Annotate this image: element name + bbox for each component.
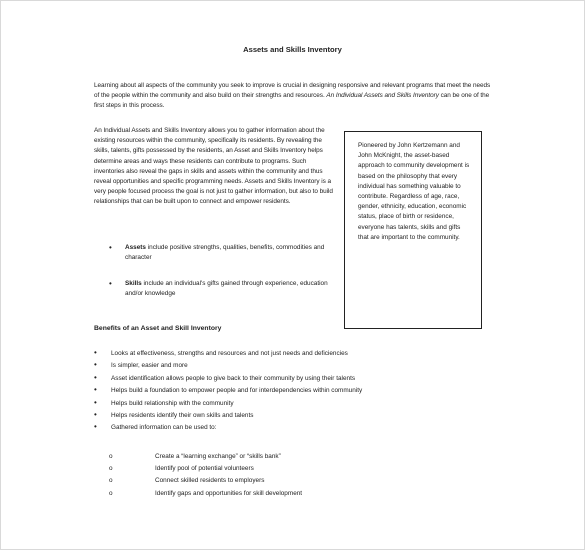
intro-tail-text: can be one of the first steps in this process.: [94, 92, 490, 110]
bullet-icon: •: [94, 348, 97, 357]
bullet-icon: •: [94, 397, 97, 407]
bullet-icon: •: [94, 372, 97, 382]
definition-text: include positive strengths, qualities, benefits, commodities and character: [125, 244, 325, 262]
list-item: • Helps residents identify their own skills and talents: [94, 409, 254, 419]
intro-text: Learning about all aspects of the community you seek to improve is crucial in designing responsive and relevant programs that meet the needs of the people within the community and also build on their strengths and resources.: [94, 82, 491, 100]
bullet-icon: •: [94, 385, 97, 395]
list-item: • Asset identification allows people to give back to their community by using their talents: [94, 372, 356, 382]
intro-italic-text: An Individual Assets and Skills Inventory: [326, 92, 439, 100]
list-item: • Looks at effectiveness, strengths and resources and not just needs and deficiencies: [94, 348, 348, 357]
list-item: o Connect skilled residents to employers: [109, 477, 265, 485]
circle-bullet-icon: o: [109, 489, 113, 497]
benefits-heading: Benefits of an Asset and Skill Inventory: [94, 325, 222, 332]
bullet-icon: •: [109, 279, 112, 288]
definition-item-skills: [109, 279, 341, 299]
list-item: o Identify pool of potential volunteers: [109, 465, 254, 473]
definition-term: Skills: [125, 280, 142, 287]
inventory-paragraph: An Individual Assets and Skills Inventory allows you to gather information about the existing resources within the community, specifically its residents. By revealing the skills, talents, gifts possessed by the residents, an Asset and Skills Inventory helps determine areas and ways these residents can contribute to programs. Such inventories also reveal the gaps in skills and assets within the community and thus reveal opportunities and specific programming needs. Assets and Skills Inventory is a very people focused process the goal is not just to gather information, but also to build relationships that can be built upon to connect and empower residents.: [94, 127, 333, 206]
intro-paragraph: [94, 81, 494, 112]
circle-bullet-icon: o: [109, 465, 113, 473]
list-item: • Helps build relationship with the community: [94, 397, 234, 407]
circle-bullet-icon: o: [109, 477, 113, 485]
document-title: Assets and Skills Inventory: [243, 45, 342, 54]
list-item: • Is simpler, easier and more: [94, 360, 188, 370]
bullet-icon: •: [109, 243, 112, 252]
definition-term: Assets: [125, 244, 146, 251]
bullet-icon: •: [94, 409, 97, 419]
benefits-list: [94, 349, 514, 436]
bullet-icon: •: [94, 422, 97, 432]
list-item: o Identify gaps and opportunities for skill development: [109, 489, 303, 497]
definition-text: include an individual's gifts gained through experience, education and/or knowledge: [125, 280, 328, 298]
list-item: o Create a “learning exchange” or “skills bank”: [109, 453, 281, 460]
list-item: • Gathered information can be used to:: [94, 422, 217, 432]
uses-list: [109, 452, 429, 501]
definition-item-assets: [109, 243, 341, 263]
bullet-icon: •: [94, 360, 97, 370]
circle-bullet-icon: o: [109, 453, 113, 460]
callout-box: Pioneered by John Kertzemann and John McKnight, the asset-based approach to community development is based on the philosophy that every individual has something valuable to contribute. Regardless of age, race, gender, ethnicity, education, economic status, place of birth or residence, everyone has talents, skills and gifts that are important to the community.: [344, 131, 482, 329]
list-item: • Helps build a foundation to empower people and for interdependencies within community: [94, 385, 363, 395]
